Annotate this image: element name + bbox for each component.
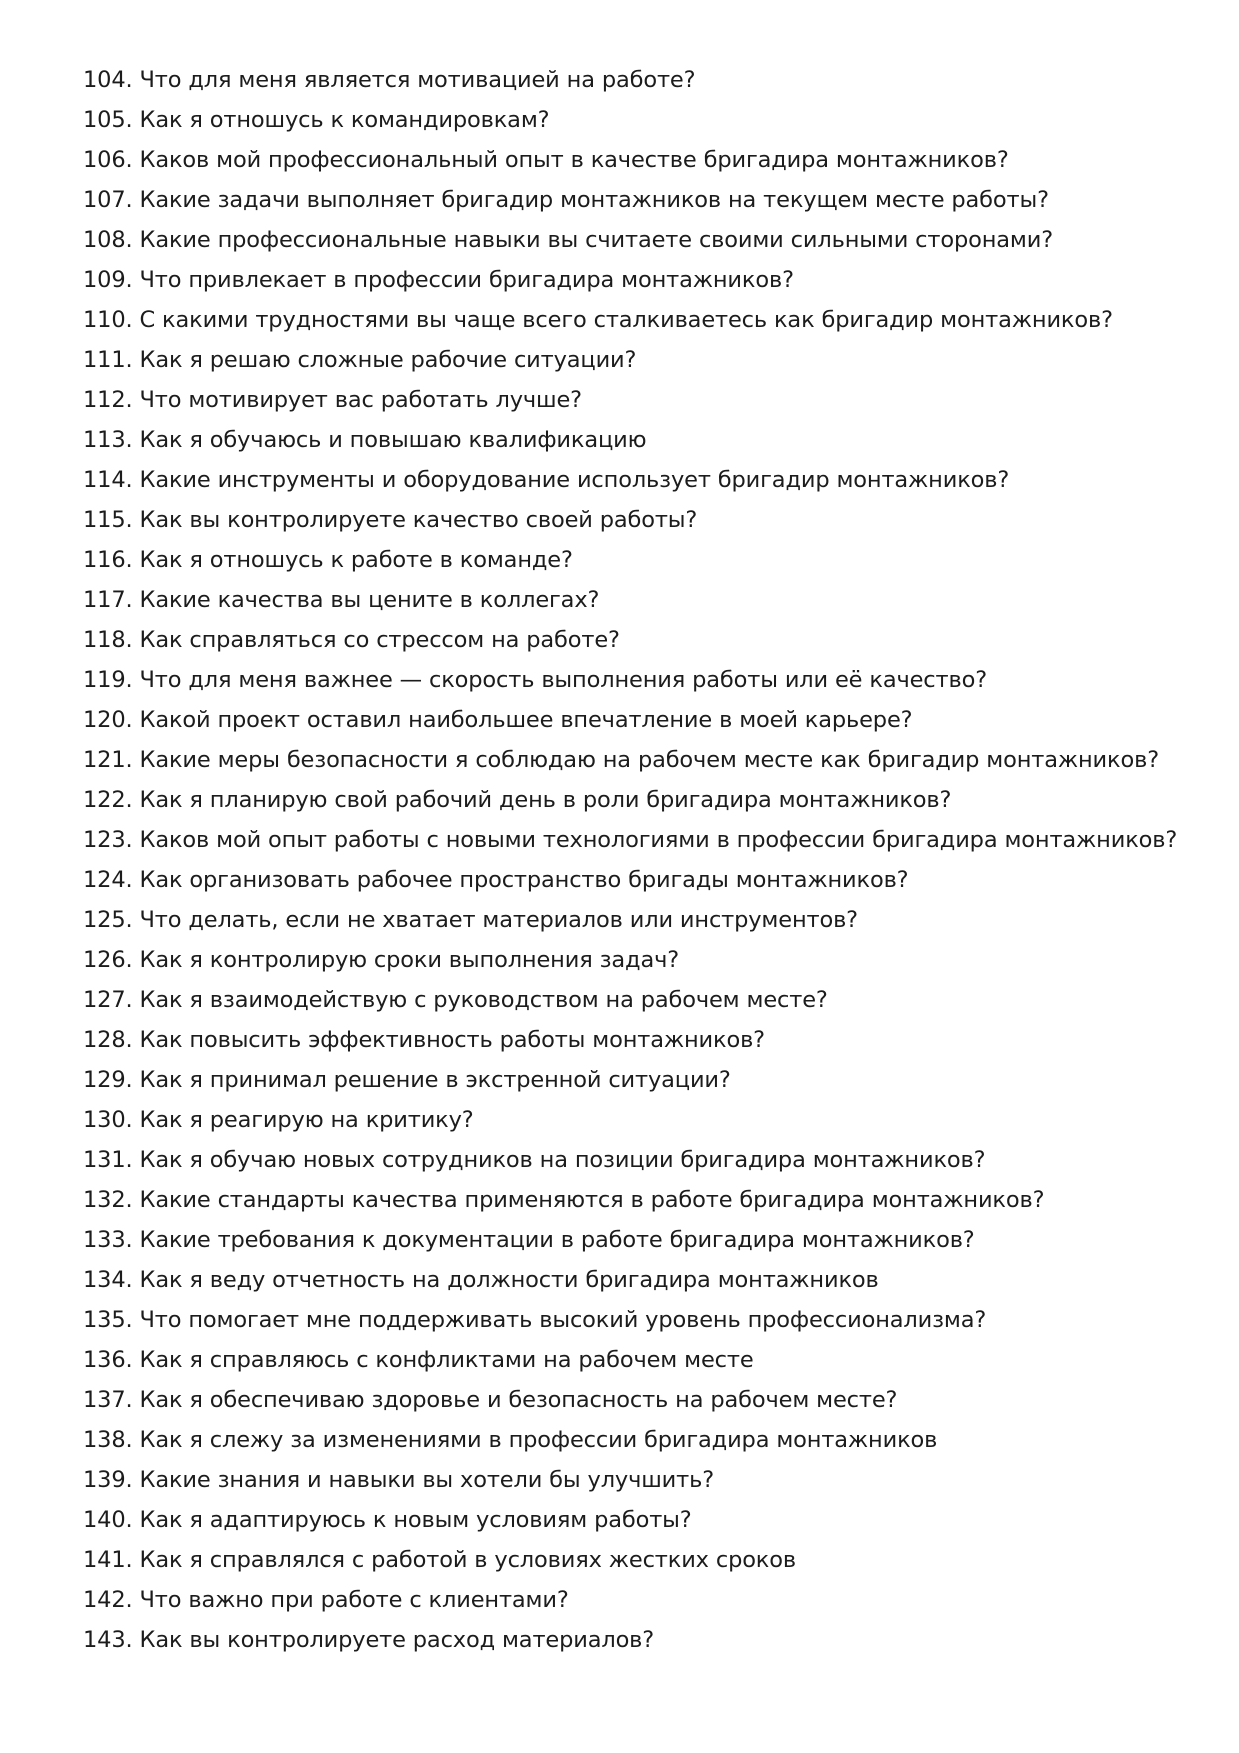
list-item: 139. Какие знания и навыки вы хотели бы улучшить? bbox=[83, 1467, 714, 1493]
list-item: 105. Как я отношусь к командировкам? bbox=[83, 107, 550, 133]
list-item: 128. Как повысить эффективность работы монтажников? bbox=[83, 1027, 765, 1053]
list-item: 121. Какие меры безопасности я соблюдаю на рабочем месте как бригадир монтажников? bbox=[83, 747, 1159, 773]
list-item: 112. Что мотивирует вас работать лучше? bbox=[83, 387, 582, 413]
list-item: 126. Как я контролирую сроки выполнения задач? bbox=[83, 947, 680, 973]
list-item: 116. Как я отношусь к работе в команде? bbox=[83, 547, 573, 573]
list-item: 138. Как я слежу за изменениями в профессии бригадира монтажников bbox=[83, 1427, 938, 1453]
list-item: 137. Как я обеспечиваю здоровье и безопасность на рабочем месте? bbox=[83, 1387, 898, 1413]
list-item: 123. Каков мой опыт работы с новыми технологиями в профессии бригадира монтажников? bbox=[83, 827, 1178, 853]
list-item: 136. Как я справляюсь с конфликтами на рабочем месте bbox=[83, 1347, 754, 1373]
list-item: 122. Как я планирую свой рабочий день в роли бригадира монтажников? bbox=[83, 787, 952, 813]
list-item: 109. Что привлекает в профессии бригадира монтажников? bbox=[83, 267, 794, 293]
list-item: 132. Какие стандарты качества применяются в работе бригадира монтажников? bbox=[83, 1187, 1045, 1213]
list-item: 124. Как организовать рабочее пространство бригады монтажников? bbox=[83, 867, 909, 893]
list-item: 118. Как справляться со стрессом на работе? bbox=[83, 627, 620, 653]
list-item: 108. Какие профессиональные навыки вы считаете своими сильными сторонами? bbox=[83, 227, 1053, 253]
list-item: 127. Как я взаимодействую с руководством на рабочем месте? bbox=[83, 987, 828, 1013]
list-item: 135. Что помогает мне поддерживать высокий уровень профессионализма? bbox=[83, 1307, 987, 1333]
list-item: 129. Как я принимал решение в экстренной ситуации? bbox=[83, 1067, 731, 1093]
list-item: 143. Как вы контролируете расход материалов? bbox=[83, 1627, 655, 1653]
list-item: 134. Как я веду отчетность на должности бригадира монтажников bbox=[83, 1267, 879, 1293]
list-item: 117. Какие качества вы цените в коллегах? bbox=[83, 587, 600, 613]
list-item: 119. Что для меня важнее — скорость выполнения работы или её качество? bbox=[83, 667, 987, 693]
list-item: 113. Как я обучаюсь и повышаю квалификацию bbox=[83, 427, 647, 453]
list-item: 110. С какими трудностями вы чаще всего сталкиваетесь как бригадир монтажников? bbox=[83, 307, 1113, 333]
list-item: 120. Какой проект оставил наибольшее впечатление в моей карьере? bbox=[83, 707, 913, 733]
list-item: 131. Как я обучаю новых сотрудников на позиции бригадира монтажников? bbox=[83, 1147, 986, 1173]
list-item: 106. Каков мой профессиональный опыт в качестве бригадира монтажников? bbox=[83, 147, 1009, 173]
list-item: 130. Как я реагирую на критику? bbox=[83, 1107, 474, 1133]
list-item: 107. Какие задачи выполняет бригадир монтажников на текущем месте работы? bbox=[83, 187, 1049, 213]
list-item: 104. Что для меня является мотивацией на работе? bbox=[83, 67, 696, 93]
list-item: 115. Как вы контролируете качество своей работы? bbox=[83, 507, 698, 533]
list-item: 125. Что делать, если не хватает материалов или инструментов? bbox=[83, 907, 858, 933]
question-list bbox=[83, 60, 1203, 1660]
list-item: 111. Как я решаю сложные рабочие ситуации? bbox=[83, 347, 637, 373]
list-item: 141. Как я справлялся с работой в условиях жестких сроков bbox=[83, 1547, 796, 1573]
list-item: 140. Как я адаптируюсь к новым условиям работы? bbox=[83, 1507, 692, 1533]
list-item: 133. Какие требования к документации в работе бригадира монтажников? bbox=[83, 1227, 975, 1253]
list-item: 114. Какие инструменты и оборудование использует бригадир монтажников? bbox=[83, 467, 1010, 493]
list-item: 142. Что важно при работе с клиентами? bbox=[83, 1587, 569, 1613]
